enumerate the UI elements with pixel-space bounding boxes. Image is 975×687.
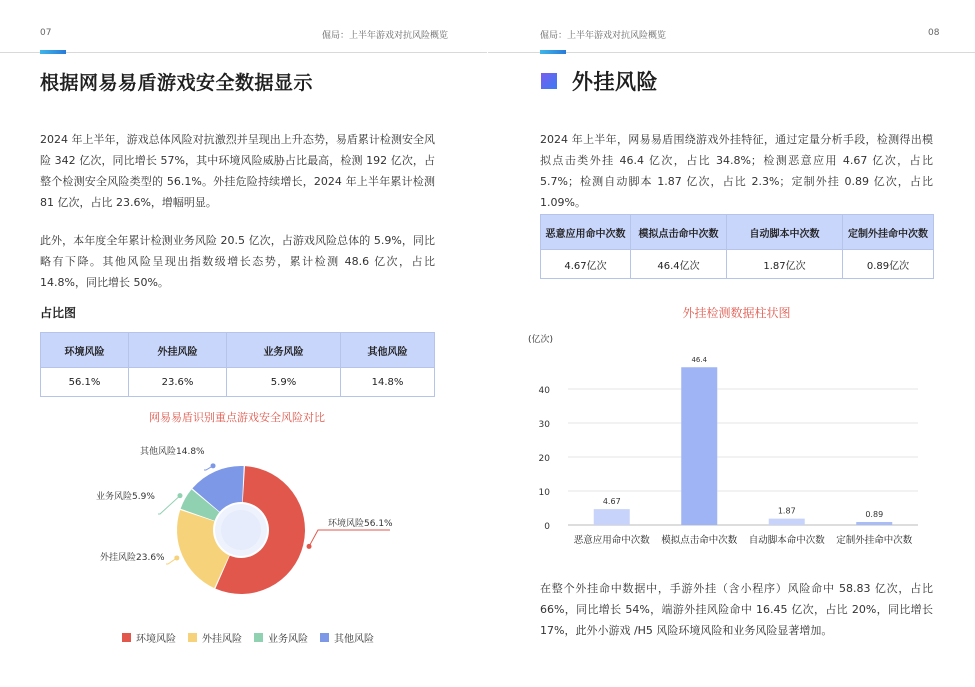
legend-swatch bbox=[320, 633, 329, 642]
header-divider bbox=[0, 52, 487, 53]
y-tick-label: 30 bbox=[538, 420, 550, 430]
y-tick-label: 10 bbox=[538, 488, 550, 498]
section-square-icon bbox=[541, 73, 557, 89]
section-heading: 外挂风险 bbox=[572, 70, 658, 94]
page-number: 07 bbox=[40, 28, 52, 38]
table-header: 定制外挂命中次数 bbox=[843, 215, 934, 250]
header-title: 倔局：上半年游戏对抗风险概览 bbox=[322, 31, 449, 41]
donut-label-dot bbox=[307, 544, 312, 549]
y-tick-label: 20 bbox=[538, 454, 550, 464]
table-cell: 23.6% bbox=[129, 368, 227, 397]
donut-center-inner bbox=[221, 510, 261, 550]
cheat-table bbox=[540, 214, 934, 279]
legend-label: 业务风险 bbox=[268, 634, 308, 645]
bar-value-label: 4.67 bbox=[602, 497, 621, 507]
y-tick-label: 40 bbox=[538, 386, 550, 396]
legend-item bbox=[254, 630, 308, 645]
bar-value-label: 46.4 bbox=[691, 356, 708, 365]
donut-slice-label: 环境风险56.1% bbox=[328, 519, 393, 529]
table-header: 业务风险 bbox=[227, 333, 341, 368]
table-cell: 46.4亿次 bbox=[631, 250, 727, 279]
table-cell: 0.89亿次 bbox=[843, 250, 934, 279]
table-header: 环境风险 bbox=[41, 333, 129, 368]
y-tick-label: 0 bbox=[544, 522, 550, 532]
legend-item bbox=[122, 630, 176, 645]
legend-label: 环境风险 bbox=[136, 634, 176, 645]
x-tick-label: 定制外挂命中次数 bbox=[836, 535, 913, 546]
page-heading: 根据网易易盾游戏安全数据显示 bbox=[40, 72, 314, 94]
bar-value-label: 0.89 bbox=[865, 509, 884, 519]
paragraph-1: 2024 年上半年，网易易盾围绕游戏外挂特征，通过定量分析手段，检测得出模拟点击类外挂 46.4 亿次，占比 34.8%；检测恶意应用 4.67 亿次，占比 5.7%；检测自动脚本 1.87 亿次，占比 2.3%；定制外挂 0.89 亿次，占比 1.09%。 bbox=[540, 133, 933, 209]
header-title: 倔局：上半年游戏对抗风险概览 bbox=[540, 31, 667, 41]
donut-label-dot bbox=[211, 463, 216, 468]
x-tick-label: 自动脚本命中次数 bbox=[748, 535, 825, 546]
table-header: 自动脚本中次数 bbox=[727, 215, 843, 250]
donut-slice-label: 其他风险14.8% bbox=[140, 447, 205, 457]
legend-label: 外挂风险 bbox=[202, 634, 242, 645]
table-header: 外挂风险 bbox=[129, 333, 227, 368]
table-header: 恶意应用命中次数 bbox=[541, 215, 631, 250]
donut-chart bbox=[0, 430, 487, 630]
x-tick-label: 恶意应用命中次数 bbox=[573, 535, 650, 546]
bar bbox=[594, 509, 630, 525]
paragraph-2: 此外，本年度全年累计检测业务风险 20.5 亿次，占游戏风险总体的 5.9%，同比略有下降。其他风险呈现出指数级增长态势，累计检测 48.6 亿次，占比 14.8%，同比增长 50%。 bbox=[40, 234, 435, 289]
donut-leader-line bbox=[309, 530, 390, 546]
table-cell: 1.87亿次 bbox=[727, 250, 843, 279]
legend-swatch bbox=[122, 633, 131, 642]
legend-item bbox=[188, 630, 242, 645]
donut-legend bbox=[122, 630, 374, 645]
paragraph-2: 在整个外挂命中数据中，手游外挂（含小程序）风险命中 58.83 亿次，占比 66%，同比增长 54%，端游外挂风险命中 16.45 亿次，占比 20%，同比增长 17%，此外小游戏 /H5 风险环境风险和业务风险显著增加。 bbox=[540, 582, 933, 637]
bar-chart-title: 外挂检测数据柱状图 bbox=[682, 306, 791, 320]
legend-swatch bbox=[188, 633, 197, 642]
legend-swatch bbox=[254, 633, 263, 642]
table-cell: 5.9% bbox=[227, 368, 341, 397]
table-cell: 4.67亿次 bbox=[541, 250, 631, 279]
ratio-table bbox=[40, 332, 435, 397]
y-axis-label: (亿次) bbox=[528, 335, 554, 345]
header-accent bbox=[40, 50, 66, 54]
bar bbox=[769, 519, 805, 525]
paragraph-1: 2024 年上半年，游戏总体风险对抗激烈并呈现出上升态势，易盾累计检测安全风险 342 亿次，同比增长 57%，其中环境风险威胁占比最高，检测 192 亿次，占整个检测安全风险类型的 56.1%。外挂危险持续增长，2024 年上半年累计检测 81 亿次，占比 23.6%，增幅明显。 bbox=[40, 133, 435, 209]
donut-slice-label: 外挂风险23.6% bbox=[100, 553, 165, 563]
legend-item bbox=[320, 630, 374, 645]
table-header: 模拟点击命中次数 bbox=[631, 215, 727, 250]
legend-label: 其他风险 bbox=[334, 634, 374, 645]
header-accent bbox=[540, 50, 566, 54]
bar bbox=[681, 367, 717, 525]
table-cell: 56.1% bbox=[41, 368, 129, 397]
x-tick-label: 模拟点击命中次数 bbox=[661, 535, 738, 546]
bar-chart bbox=[528, 325, 938, 555]
donut-leader-line bbox=[166, 558, 177, 564]
left-page bbox=[0, 0, 487, 687]
table-cell: 14.8% bbox=[341, 368, 435, 397]
donut-chart-title: 网易易盾识别重点游戏安全风险对比 bbox=[149, 411, 325, 424]
subheading: 占比图 bbox=[40, 306, 77, 320]
bar-value-label: 1.87 bbox=[777, 506, 796, 516]
bar bbox=[856, 522, 892, 525]
page-number: 08 bbox=[928, 28, 940, 38]
table-header: 其他风险 bbox=[341, 333, 435, 368]
donut-slice-label: 业务风险5.9% bbox=[96, 492, 155, 502]
donut-leader-line bbox=[158, 496, 180, 514]
right-page bbox=[488, 0, 975, 687]
